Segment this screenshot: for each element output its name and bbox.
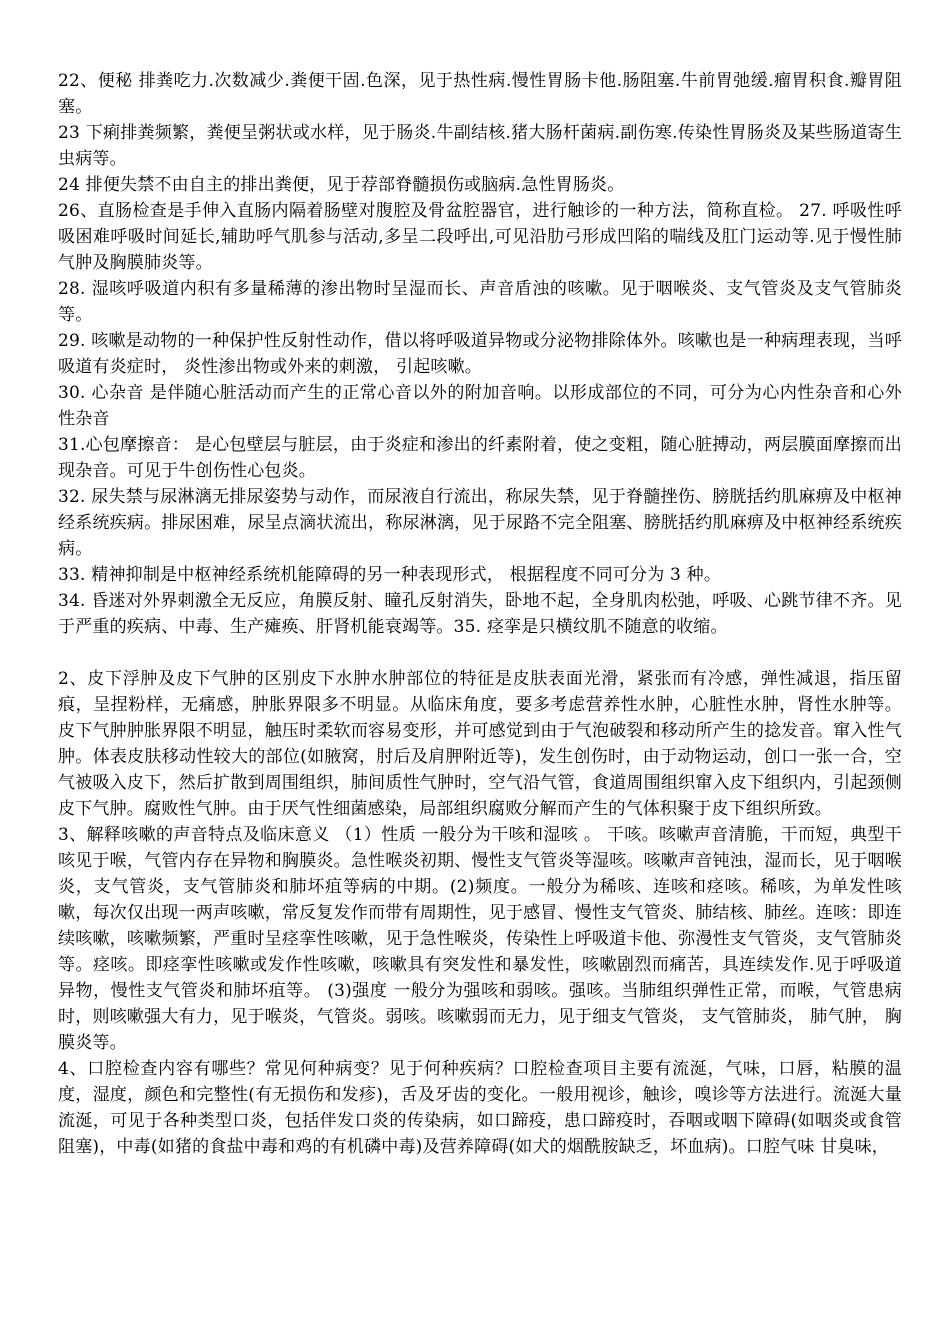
paragraph-23-diarrhea: 23 下痢排粪频繁，粪便呈粥状或水样，见于肠炎.牛副结核.猪大肠杆菌病.副伤寒.传染性胃肠炎及某些肠道寄生虫病等。 — [58, 123, 902, 169]
blank-line — [58, 640, 902, 666]
paragraph-32-urinary-incontinence: 32. 尿失禁与尿淋漓无排尿姿势与动作，而尿液自行流出，称尿失禁，见于脊髓挫伤、膀胱括约肌麻痹及中枢神经系统疾病。排尿困难，尿呈点滴状流出，称尿淋漓，见于尿路不完全阻塞、膀胱括约肌麻痹及中枢神经系统疾病。 — [58, 487, 902, 559]
paragraph-33-depression: 33. 精神抑制是中枢神经系统机能障碍的另一种表现形式， 根据程度不同可分为 3 种。 — [58, 565, 722, 585]
paragraph-31-pericardial-rub: 31.心包摩擦音： 是心包壁层与脏层，由于炎症和渗出的纤素附着，使之变粗，随心脏搏动，两层膜面摩擦而出现杂音。可见于牛创伤性心包炎。 — [58, 435, 902, 481]
paragraph-22-constipation: 22、便秘 排粪吃力.次数减少.粪便干固.色深，见于热性病.慢性胃肠卡他.肠阻塞.牛前胃弛缓.瘤胃积食.瓣胃阻塞。 — [58, 71, 902, 117]
paragraph-24-incontinence: 24 排便失禁不由自主的排出粪便，见于荐部脊髓损伤或脑病.急性胃肠炎。 — [58, 175, 625, 195]
paragraph-28-wet-cough: 28. 湿咳呼吸道内积有多量稀薄的渗出物时呈湿而长、声音盾浊的咳嗽。见于咽喉炎、支气管炎及支气管肺炎等。 — [58, 279, 902, 325]
paragraph-29-cough: 29. 咳嗽是动物的一种保护性反射性动作，借以将呼吸道异物或分泌物排除体外。咳嗽也是一种病理表现，当呼吸道有炎症时， 炎性渗出物或外来的刺激， 引起咳嗽。 — [58, 331, 902, 377]
paragraph-34-coma: 34. 昏迷对外界刺激全无反应，角膜反射、瞳孔反射消失，卧地不起，全身肌肉松弛，呼吸、心跳节律不齐。见于严重的疾病、中毒、生产瘫痪、肝肾机能衰竭等。35. 痉挛是只横纹肌不随意的收缩。 — [58, 591, 902, 637]
paragraph-26-rectal-exam: 26、直肠检查是手伸入直肠内隔着肠壁对腹腔及骨盆腔器官，进行触诊的一种方法，简称直检。 27. 呼吸性呼吸困难呼吸时间延长,辅助呼气肌参与活动,多呈二段呼出,可见沿肋弓形成凹陷的喘线及肛门运动等.见于慢性肺气肿及胸膜肺炎等。 — [58, 201, 902, 273]
paragraph-q4-oral-exam: 4、口腔检查内容有哪些？常见何种病变？见于何种疾病？口腔检查项目主要有流涎，气味，口唇，粘膜的温度，湿度，颜色和完整性(有无损伤和发疹)，舌及牙齿的变化。一般用视诊，触诊，嗅诊等方法进行。流涎大量流涎，可见于各种类型口炎，包括伴发口炎的传染病，如口蹄疫，患口蹄疫时，吞咽或咽下障碍(如咽炎或食管阻塞)，中毒(如猪的食盐中毒和鸡的有机磷中毒)及营养障碍(如犬的烟酰胺缺乏，坏血病)。口腔气味 甘臭味， — [58, 1059, 902, 1157]
paragraph-q2-edema-emphysema: 2、皮下浮肿及皮下气肿的区别皮下水肿水肿部位的特征是皮肤表面光滑，紧张而有冷感，弹性减退，指压留痕，呈捏粉样，无痛感，肿胀界限多不明显。从临床角度，要多考虑营养性水肿，心脏性水肿，肾性水肿等。 皮下气肿肿胀界限不明显，触压时柔软而容易变形，并可感觉到由于气泡破裂和移动所产生的捻发音。窜入性气肿。体表皮肤移动性较大的部位(如腋窝，肘后及肩胛附近等)，发生创伤时，由于动物运动，创口一张一合，空气被吸入皮下，然后扩散到周围组织，肺间质性气肿时，空气沿气管，食道周围组织窜入皮下组织内，引起颈侧皮下气肿。腐败性气肿。由于厌气性细菌感染，局部组织腐败分解而产生的气体积聚于皮下组织所致。 — [58, 669, 902, 819]
paragraph-q3-cough-sounds: 3、解释咳嗽的声音特点及临床意义 （1）性质 一般分为干咳和湿咳 。 干咳。咳嗽声音清脆，干而短，典型干咳见于喉，气管内存在异物和胸膜炎。急性喉炎初期、慢性支气管炎等湿咳。咳嗽声音钝浊，湿而长，见于咽喉炎，支气管炎，支气管肺炎和肺坏疽等病的中期。(2)频度。一般分为稀咳、连咳和痉咳。稀咳，为单发性咳嗽，每次仅出现一两声咳嗽，常反复发作而带有周期性，见于感冒、慢性支气管炎、肺结核、肺丝。连咳：即连续咳嗽，咳嗽频繁，严重时呈痉挛性咳嗽，见于急性喉炎，传染性上呼吸道卡他、弥漫性支气管炎，支气管肺炎等。痉咳。即痉挛性咳嗽或发作性咳嗽，咳嗽具有突发性和暴发性，咳嗽剧烈而痛苦，具连续发作.见于呼吸道异物，慢性支气管炎和肺坏疽等。 (3)强度 一般分为强咳和弱咳。强咳。当肺组织弹性正常，而喉，气管患病时，则咳嗽强大有力，见于喉炎，气管炎。弱咳。咳嗽弱而无力，见于细支气管炎， 支气管肺炎， 肺气肿， 胸膜炎等。 — [58, 825, 902, 1053]
paragraph-30-heart-murmur: 30. 心杂音 是伴随心脏活动而产生的正常心音以外的附加音响。以形成部位的不同，可分为心内性杂音和心外性杂音 — [58, 383, 902, 429]
